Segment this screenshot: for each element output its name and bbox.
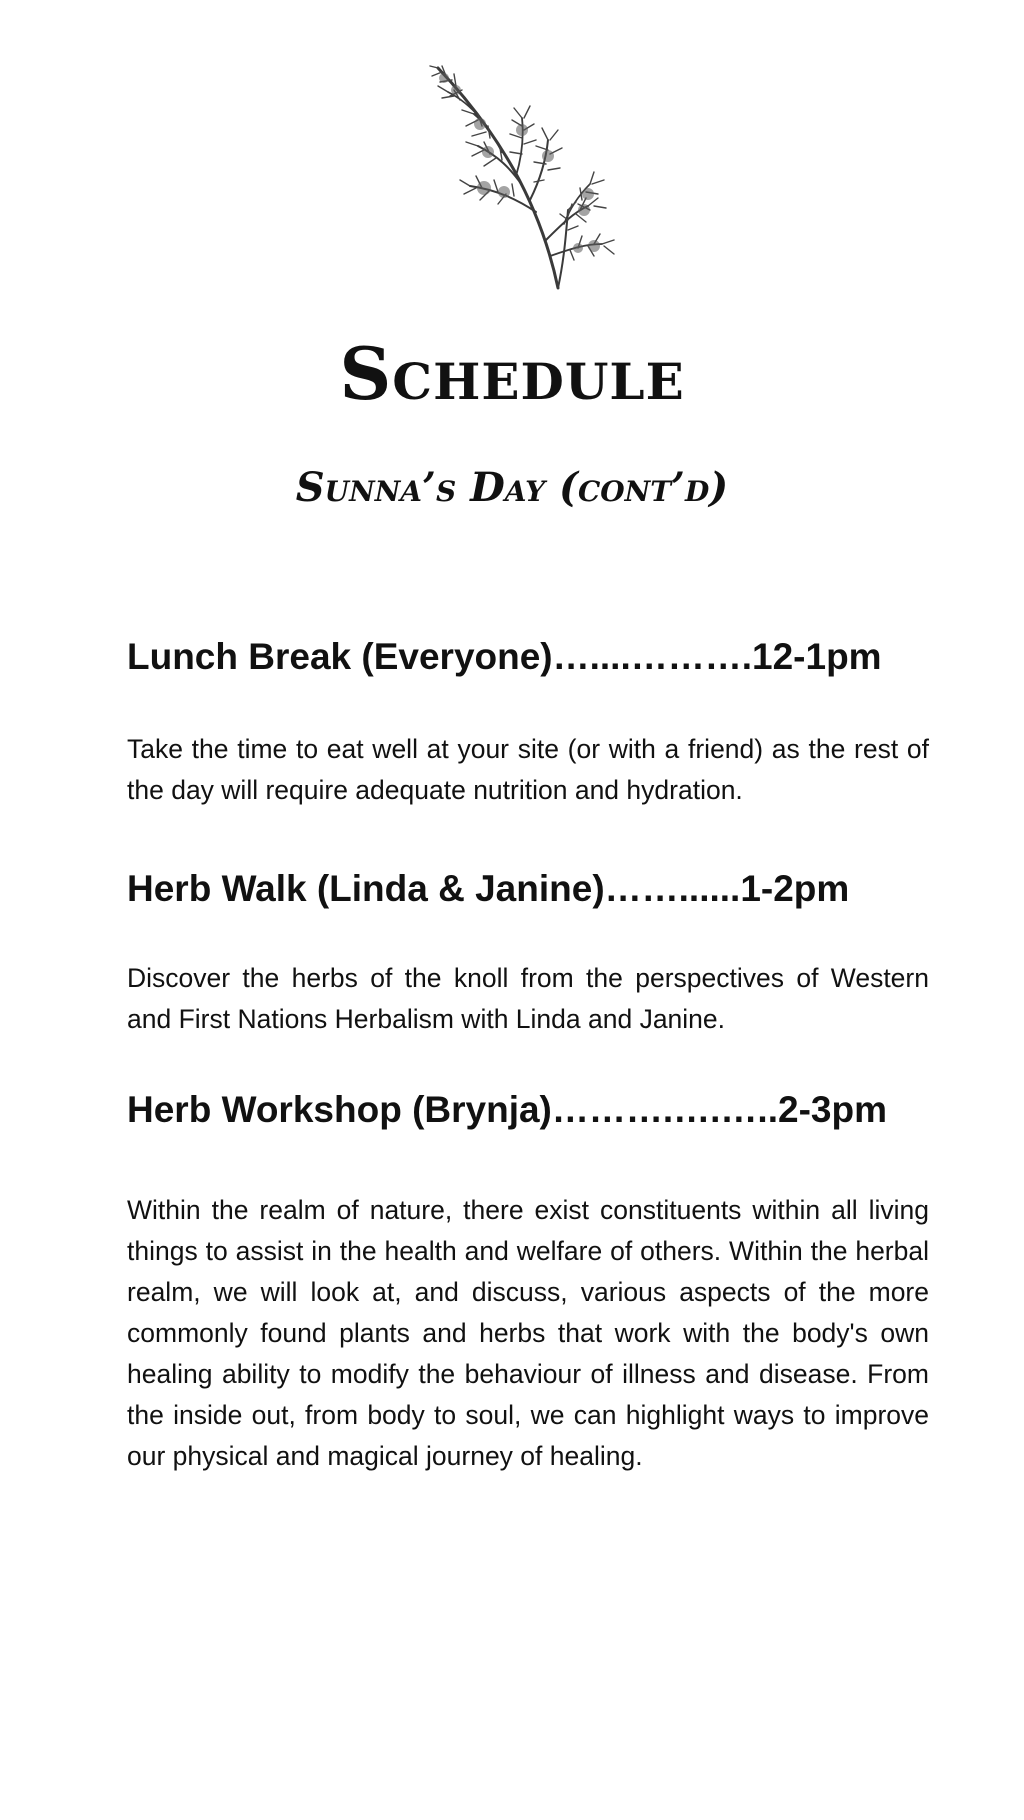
schedule-section-herb-workshop (127, 1088, 929, 1477)
herb-sprig-icon (418, 60, 628, 290)
schedule-section-lunch-break (127, 635, 929, 811)
page-subtitle: Sunna’s Day (cont’d) (295, 464, 729, 511)
schedule-content (127, 635, 929, 1477)
section-description: Take the time to eat well at your site (or with a friend) as the rest of the day will require adequate nutrition and hydration. (127, 734, 929, 806)
page-title: Schedule (339, 331, 685, 416)
section-description: Discover the herbs of the knoll from the perspectives of Western and First Nations Herbalism with Linda and Janine. (127, 962, 929, 1034)
section-description: Within the realm of nature, there exist constituents within all living things to assist in the health and welfare of others. Within the herbal realm, we will look at, and discuss, various aspects of the more commonly found plants and herbs that work with the body's own healing ability to modify the behaviour of illness and disease. From the inside out, from body to soul, we can highlight ways to improve our physical and magical journey of healing. (127, 1195, 929, 1472)
section-heading: Herb Workshop (Brynja)……….….…..2-3pm (127, 1088, 887, 1130)
section-heading: Herb Walk (Linda & Janine)……......1-2pm (127, 868, 850, 910)
schedule-section-herb-walk (127, 867, 929, 1039)
section-heading: Lunch Break (Everyone)…....……….12-1pm (127, 636, 882, 677)
